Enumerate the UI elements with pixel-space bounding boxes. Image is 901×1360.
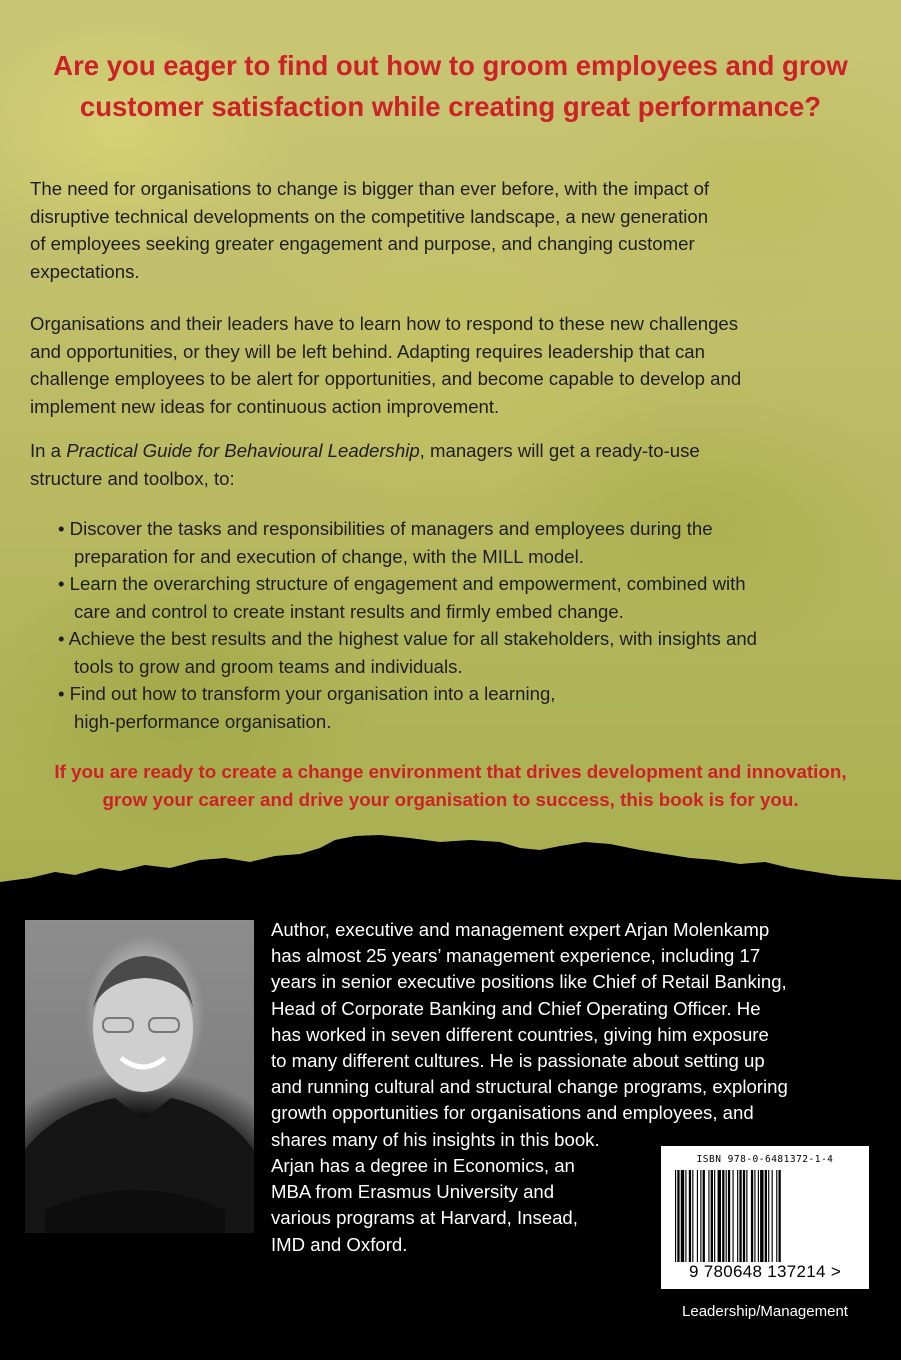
barcode-bar	[689, 1170, 691, 1262]
barcode-bar	[758, 1170, 759, 1262]
barcode-bar	[718, 1170, 721, 1262]
author-photo	[25, 920, 254, 1233]
mountain-silhouette	[0, 820, 901, 930]
text-line: Head of Corporate Banking and Chief Operating Officer. He	[271, 997, 761, 1019]
text-line: expectations.	[30, 260, 140, 282]
barcode-bar	[733, 1170, 734, 1262]
headline	[20, 45, 881, 127]
intro-paragraph-3	[30, 437, 880, 492]
text-line: grow your career and drive your organisation to success, this book is for you.	[102, 789, 799, 810]
text-line: various programs at Harvard, Insead,	[271, 1207, 578, 1229]
text-line: growth opportunities for organisations and employees, and	[271, 1102, 754, 1124]
benefit-list	[58, 515, 888, 735]
barcode-bar	[743, 1170, 745, 1262]
text-fragment: , managers will get a ready-to-use	[419, 440, 700, 461]
barcode-bar	[681, 1170, 684, 1262]
barcode-bar	[760, 1170, 763, 1262]
text-line: The need for organisations to change is bigger than ever before, with the impact of	[30, 178, 710, 199]
list-item: • Achieve the best results and the highest value for all stakeholders, with insights and tools to grow and groom teams and individuals.	[58, 628, 758, 677]
barcode-bar	[739, 1170, 741, 1262]
text-fragment: In a	[30, 440, 67, 461]
text-line: IMD and Oxford.	[271, 1233, 408, 1255]
text-line: structure and toolbox, to:	[30, 467, 235, 489]
text-line: implement new ideas for continuous action improvement.	[30, 395, 500, 417]
barcode-digits: 9 780648 137214 >	[688, 1262, 842, 1281]
barcode-bar	[776, 1170, 777, 1262]
barcode-bar	[768, 1170, 769, 1262]
barcode-bar	[772, 1170, 773, 1262]
text-line: years in senior executive positions like Chief of Retail Banking,	[271, 971, 787, 993]
list-item: • Learn the overarching structure of engagement and empowerment, combined with care and control to create instant results and firmly embed change.	[58, 573, 746, 622]
barcode-bar	[711, 1170, 713, 1262]
text-line	[30, 437, 880, 465]
text-line: Arjan has a degree in Economics, an	[271, 1155, 575, 1176]
text-line: of employees seeking greater engagement and purpose, and changing customer	[30, 233, 695, 254]
barcode-bar	[675, 1170, 676, 1262]
intro-paragraph-2	[30, 310, 880, 420]
barcode-bar	[685, 1170, 686, 1262]
intro-paragraph-1	[30, 175, 880, 285]
barcode-bar	[692, 1170, 693, 1262]
barcode-bar	[728, 1170, 730, 1262]
barcode-bar	[703, 1170, 705, 1262]
text-line: and opportunities, or they will be left behind. Adapting requires leadership that can	[30, 340, 705, 362]
barcode-bar	[697, 1170, 698, 1262]
text-line: to many different cultures. He is passionate about setting up	[271, 1050, 765, 1072]
barcode-bar	[700, 1170, 701, 1262]
closing-statement	[10, 758, 891, 814]
headline-line: Are you eager to find out how to groom employees and grow	[53, 50, 848, 81]
barcode-bar	[677, 1170, 679, 1262]
book-category: Leadership/Management	[682, 1303, 848, 1320]
barcode-bar	[754, 1170, 755, 1262]
barcode-bar	[726, 1170, 727, 1262]
barcode-bars	[675, 1170, 855, 1262]
isbn-barcode	[660, 1145, 870, 1290]
barcode-bar	[751, 1170, 753, 1262]
barcode-bar	[708, 1170, 709, 1262]
author-bio	[271, 917, 868, 1153]
headline-line: customer satisfaction while creating great performance?	[79, 91, 822, 122]
text-line: has almost 25 years’ management experience, including 17	[271, 945, 761, 967]
barcode-bar	[737, 1170, 738, 1262]
barcode-bar	[779, 1170, 781, 1262]
text-line: challenge employees to be alert for opportunities, and become capable to develop and	[30, 368, 742, 389]
barcode-bar	[765, 1170, 767, 1262]
text-line: has worked in seven different countries, giving him exposure	[271, 1023, 769, 1045]
text-line: Organisations and their leaders have to learn how to respond to these new challenges	[30, 313, 739, 334]
barcode-bar	[722, 1170, 724, 1262]
barcode-bar	[746, 1170, 747, 1262]
list-item: • Find out how to transform your organisation into a learning, high-performance organisation.	[58, 683, 556, 732]
text-line: shares many of his insights in this book.	[271, 1128, 600, 1150]
book-title: Practical Guide for Behavioural Leadership	[66, 440, 420, 461]
author-portrait	[25, 920, 254, 1233]
list-item: • Discover the tasks and responsibilities of managers and employees during the preparation for and execution of change, with the MILL model.	[58, 518, 713, 567]
text-line: and running cultural and structural change programs, exploring	[271, 1076, 788, 1098]
barcode-bar	[714, 1170, 715, 1262]
text-line: disruptive technical developments on the competitive landscape, a new generation	[30, 205, 709, 227]
text-line: If you are ready to create a change environment that drives development and innovation,	[54, 761, 847, 782]
text-line: MBA from Erasmus University and	[271, 1181, 555, 1203]
isbn-label: ISBN 978-0-6481372-1-4	[696, 1154, 834, 1165]
text-line: Author, executive and management expert Arjan Molenkamp	[271, 919, 770, 940]
author-bio-education	[271, 1153, 651, 1258]
